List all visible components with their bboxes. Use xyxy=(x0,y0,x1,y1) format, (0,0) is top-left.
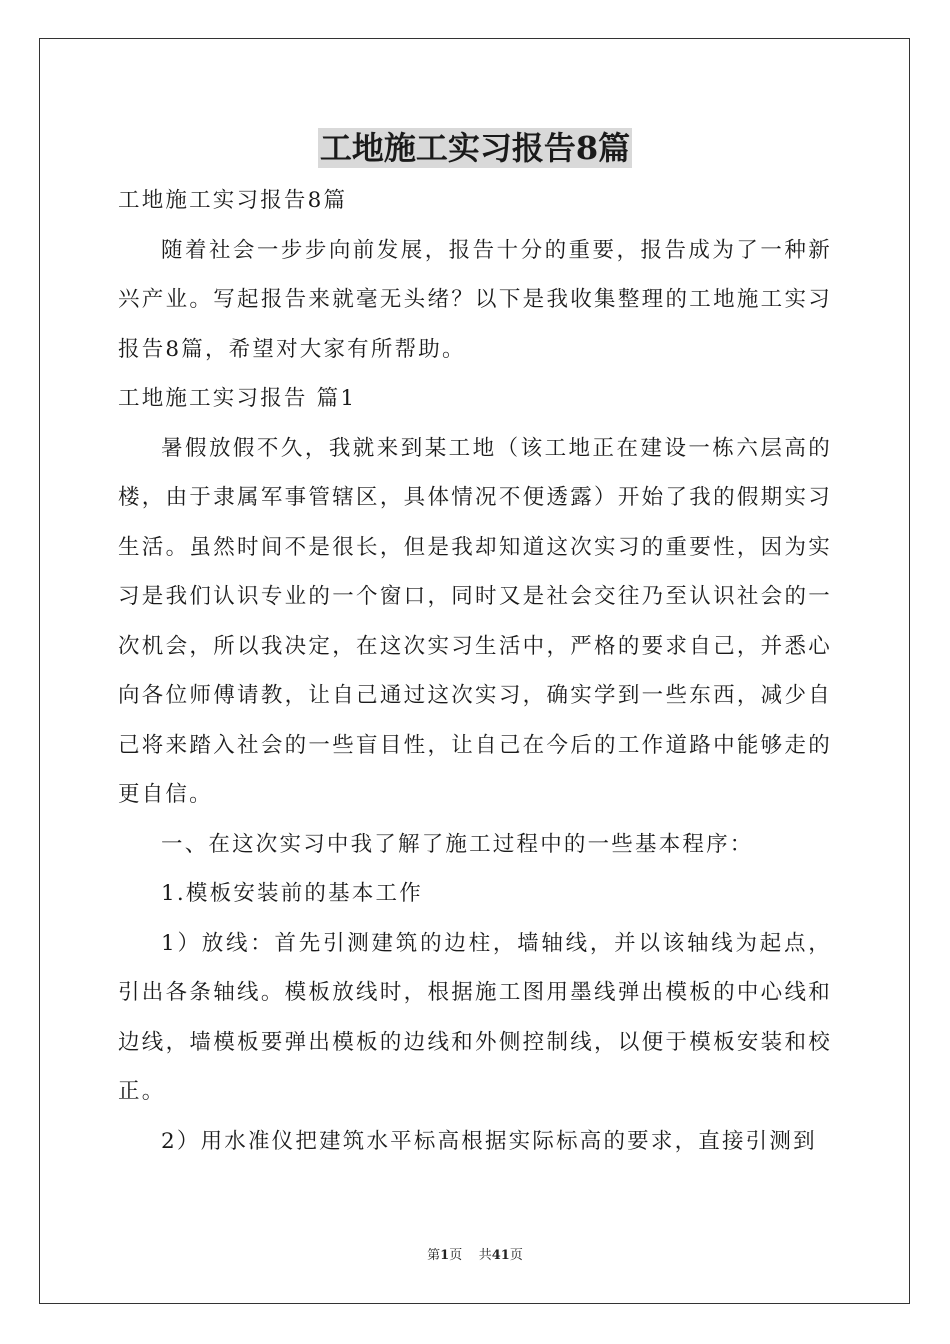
paragraph-4: 一、在这次实习中我了解了施工过程中的一些基本程序： xyxy=(161,831,754,857)
total-prefix: 共 xyxy=(478,1248,492,1263)
title-container xyxy=(0,128,950,168)
page-number: 1 xyxy=(440,1248,450,1263)
paragraph-2: 工地施工实习报告 篇1 xyxy=(118,386,357,411)
total-suffix: 页 xyxy=(509,1248,523,1263)
paragraph-5: 1.模板安装前的基本工作 xyxy=(161,881,423,906)
document-title: 工地施工实习报告8篇 xyxy=(319,129,631,167)
paragraph-1: 随着社会一步步向前发展，报告十分的重要，报告成为了一种新兴产业。写起报告来就毫无头绪？以下是我收集整理的工地施工实习报告8篇，希望对大家有所帮助。 xyxy=(118,237,832,362)
page-suffix: 页 xyxy=(449,1248,463,1263)
page-footer xyxy=(0,1247,950,1265)
paragraph-7: 2）用水准仪把建筑水平标高根据实际标高的要求，直接引测到 xyxy=(161,1128,817,1154)
page-prefix: 第 xyxy=(427,1248,441,1263)
paragraph-3: 暑假放假不久，我就来到某工地（该工地正在建设一栋六层高的楼，由于隶属军事管辖区，具体情况不便透露）开始了我的假期实习生活。虽然时间不是很长，但是我却知道这次实习的重要性，因为实习是我们认识专业的一个窗口，同时又是社会交往乃至认识社会的一次机会，所以我决定，在这次实习生活中，严格的要求自己，并悉心向各位师傅请教，让自己通过这次实习，确实学到一些东西，减少自己将来踏入社会的一些盲目性，让自己在今后的工作道路中能够走的更自信。 xyxy=(118,435,832,807)
document-body xyxy=(118,176,832,1166)
total-pages: 41 xyxy=(491,1248,510,1263)
paragraph-0: 工地施工实习报告8篇 xyxy=(118,188,348,213)
paragraph-6: 1）放线：首先引测建筑的边柱，墙轴线，并以该轴线为起点，引出各条轴线。模板放线时，根据施工图用墨线弹出模板的中心线和边线，墙模板要弹出模板的边线和外侧控制线，以便于模板安装和校正。 xyxy=(118,930,832,1104)
